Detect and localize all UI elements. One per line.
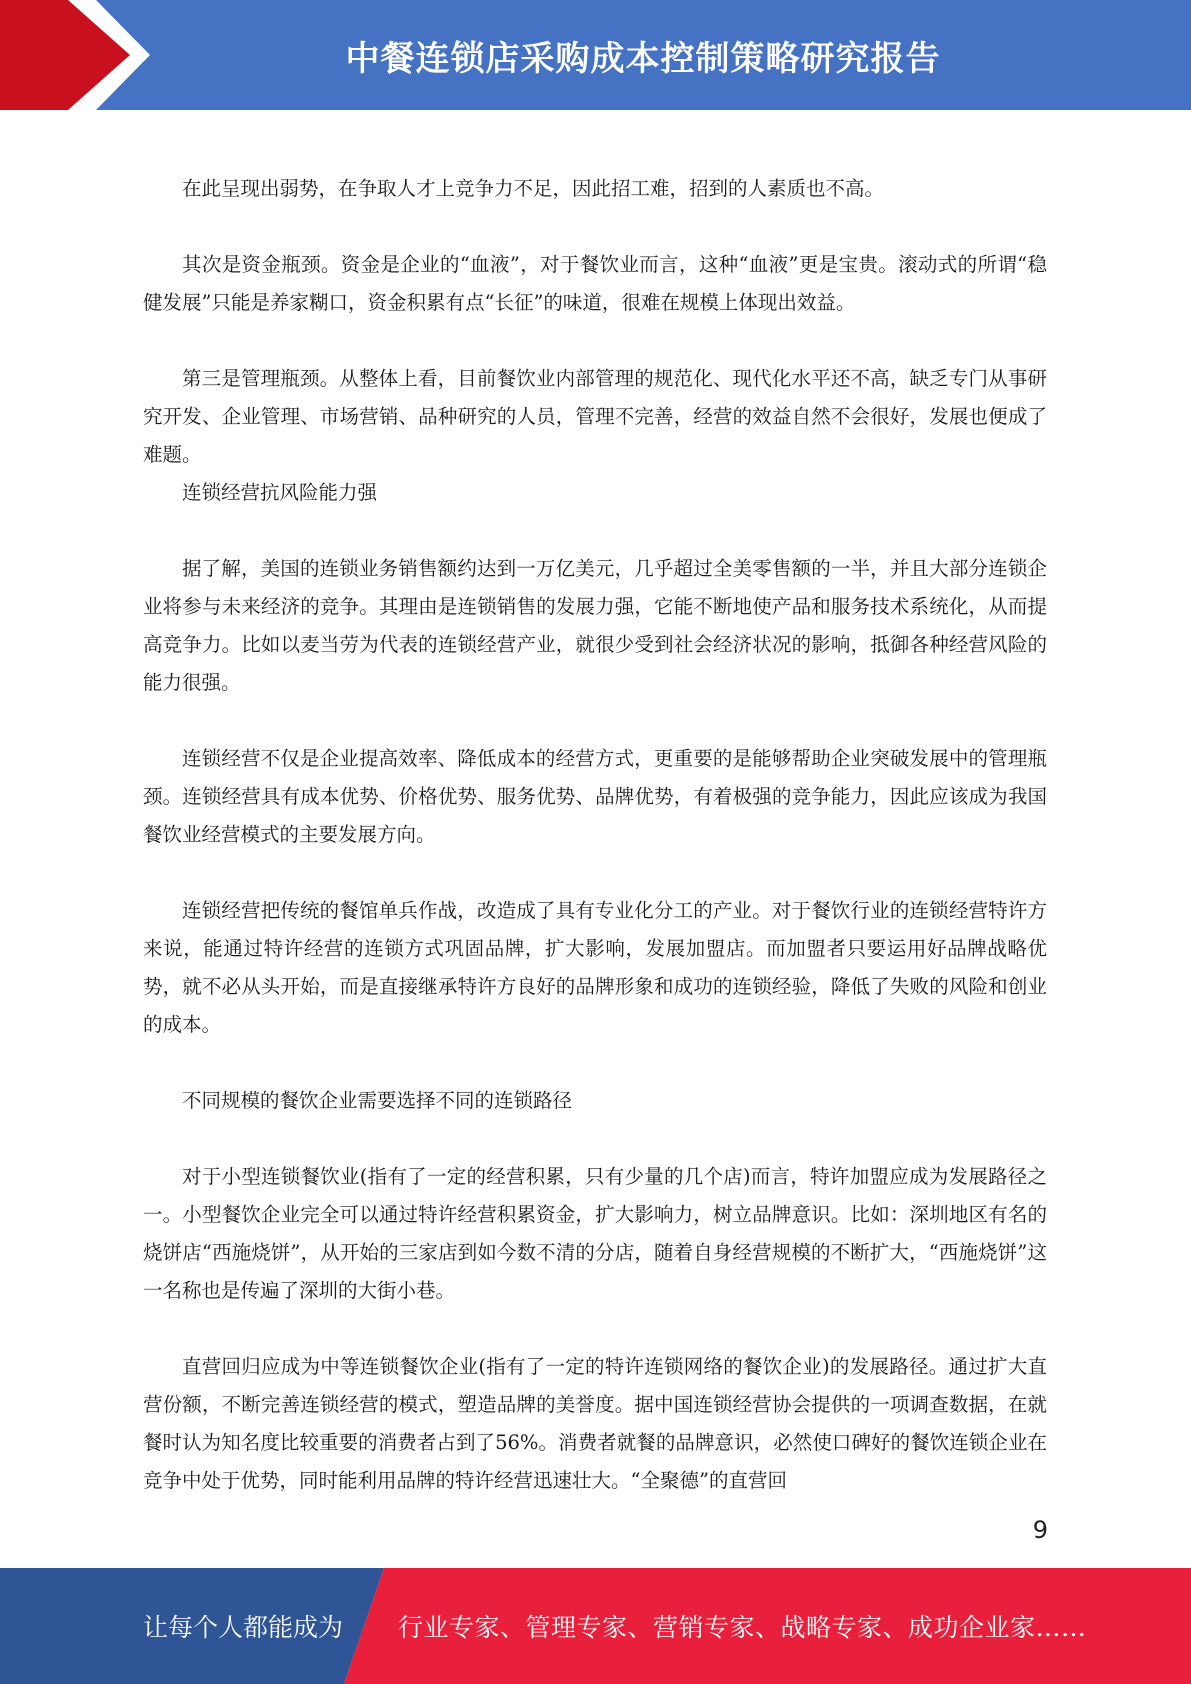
section-heading: 连锁经营抗风险能力强 <box>182 481 378 504</box>
page-footer <box>0 1568 1191 1684</box>
document-body <box>143 170 1047 1500</box>
footer-slogan-left: 让每个人都能成为 <box>143 1613 344 1642</box>
paragraph: 连锁经营把传统的餐馆单兵作战，改造成了具有专业化分工的产业。对于餐饮行业的连锁经营特许方来说，能通过特许经营的连锁方式巩固品牌，扩大影响，发展加盟店。而加盟者只要运用好品牌战略优势，就不必从头开始，而是直接继承特许方良好的品牌形象和成功的连锁经验，降低了失败的风险和创业的成本。 <box>143 899 1047 1036</box>
paragraph: 连锁经营不仅是企业提高效率、降低成本的经营方式，更重要的是能够帮助企业突破发展中的管理瓶颈。连锁经营具有成本优势、价格优势、服务优势、品牌优势，有着极强的竞争能力，因此应该成为我国餐饮业经营模式的主要发展方向。 <box>143 747 1047 846</box>
page-header <box>0 0 1191 110</box>
section-heading: 不同规模的餐饮企业需要选择不同的连锁路径 <box>182 1089 573 1112</box>
paragraph: 据了解，美国的连锁业务销售额约达到一万亿美元，几乎超过全美零售额的一半，并且大部分连锁企业将参与未来经济的竞争。其理由是连锁销售的发展力强，它能不断地使产品和服务技术系统化，从而提高竞争力。比如以麦当劳为代表的连锁经营产业，就很少受到社会经济状况的影响，抵御各种经营风险的能力很强。 <box>143 557 1047 694</box>
paragraph: 对于小型连锁餐饮业(指有了一定的经营积累，只有少量的几个店)而言，特许加盟应成为发展路径之一。小型餐饮企业完全可以通过特许经营积累资金，扩大影响力，树立品牌意识。比如：深圳地区有名的烧饼店“西施烧饼”，从开始的三家店到如今数不清的分店，随着自身经营规模的不断扩大，“西施烧饼”这一名称也是传遍了深圳的大街小巷。 <box>143 1165 1047 1302</box>
document-title: 中餐连锁店采购成本控制策略研究报告 <box>345 38 941 79</box>
red-chevron-icon <box>0 0 160 110</box>
paragraph: 第三是管理瓶颈。从整体上看，目前餐饮业内部管理的规范化、现代化水平还不高，缺乏专门从事研究开发、企业管理、市场营销、品种研究的人员，管理不完善，经营的效益自然不会很好，发展也便成了难题。 <box>143 367 1047 466</box>
page-number: 9 <box>1032 1516 1048 1544</box>
paragraph: 其次是资金瓶颈。资金是企业的“血液”，对于餐饮业而言，这种“血液”更是宝贵。滚动式的所谓“稳健发展”只能是养家糊口，资金积累有点“长征”的味道，很难在规模上体现出效益。 <box>143 253 1047 314</box>
footer-slogan-right: 行业专家、管理专家、营销专家、战略专家、成功企业家…… <box>398 1613 1087 1642</box>
paragraph: 在此呈现出弱势，在争取人才上竞争力不足，因此招工难，招到的人素质也不高。 <box>182 177 885 200</box>
paragraph: 直营回归应成为中等连锁餐饮企业(指有了一定的特许连锁网络的餐饮企业)的发展路径。通过扩大直营份额，不断完善连锁经营的模式，塑造品牌的美誉度。据中国连锁经营协会提供的一项调查数据，在就餐时认为知名度比较重要的消费者占到了56%。消费者就餐的品牌意识，必然使口碑好的餐饮连锁企业在竞争中处于优势，同时能利用品牌的特许经营迅速壮大。“全聚德”的直营回 <box>143 1355 1047 1492</box>
